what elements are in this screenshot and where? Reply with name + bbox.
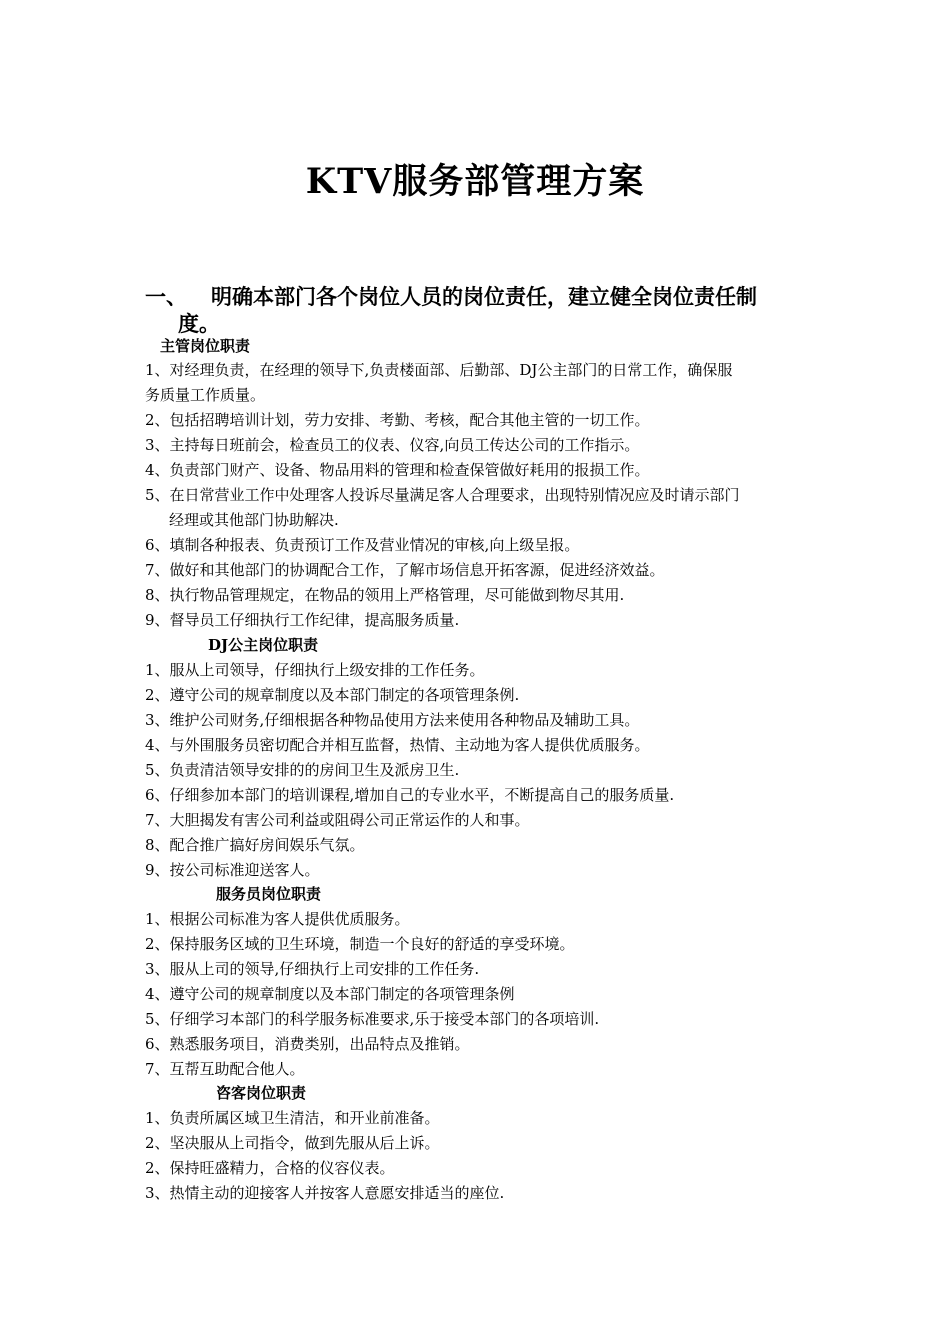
section-1-text-cont: 度。 [178, 311, 220, 336]
section-1-heading [145, 283, 833, 310]
list-item: 5、在日常营业工作中处理客人投诉尽量满足客人合理要求，出现特别情况应及时请示部门 [145, 486, 740, 504]
list-item: 3、服从上司的领导,仔细执行上司安排的工作任务. [145, 960, 480, 978]
list-item: 2、保持旺盛精力，合格的仪容仪表。 [145, 1159, 395, 1177]
list-item: 3、热情主动的迎接客人并按客人意愿安排适当的座位. [145, 1184, 505, 1202]
list-item: 1、服从上司领导，仔细执行上级安排的工作任务。 [145, 661, 485, 679]
list-item: 5、负责清洁领导安排的的房间卫生及派房卫生. [145, 761, 460, 779]
list-item: 2、保持服务区域的卫生环境，制造一个良好的舒适的享受环境。 [145, 935, 575, 953]
list-item: 1、根据公司标准为客人提供优质服务。 [145, 910, 410, 928]
list-item: 务质量工作质量。 [145, 386, 266, 404]
list-item: 6、仔细参加本部门的培训课程,增加自己的专业水平，不断提高自己的服务质量. [145, 786, 675, 804]
supervisor-heading: 主管岗位职责 [160, 337, 251, 355]
list-item-cont: 经理或其他部门协助解决. [169, 511, 339, 529]
list-item: 4、遵守公司的规章制度以及本部门制定的各项管理条例 [145, 985, 515, 1003]
list-item: 3、主持每日班前会，检查员工的仪表、仪容,向员工传达公司的工作指示。 [145, 436, 640, 454]
list-item: 1、负责所属区域卫生清洁，和开业前准备。 [145, 1109, 440, 1127]
waiter-heading: 服务员岗位职责 [216, 885, 322, 903]
list-item: 2、遵守公司的规章制度以及本部门制定的各项管理条例. [145, 686, 520, 704]
list-item: 5、仔细学习本部门的科学服务标准要求,乐于接受本部门的各项培训. [145, 1010, 600, 1028]
list-item: 7、互帮互助配合他人。 [145, 1060, 305, 1078]
list-item: 6、填制各种报表、负责预订工作及营业情况的审核,向上级呈报。 [145, 536, 580, 554]
host-heading: 咨客岗位职责 [216, 1084, 307, 1102]
list-item: 2、包括招聘培训计划，劳力安排、考勤、考核，配合其他主管的一切工作。 [145, 411, 650, 429]
section-1-text: 明确本部门各个岗位人员的岗位责任，建立健全岗位责任制 [211, 284, 757, 309]
list-item: 4、与外围服务员密切配合并相互监督，热情、主动地为客人提供优质服务。 [145, 736, 650, 754]
page-title: KTV服务部管理方案 [305, 161, 645, 202]
list-item: 9、督导员工仔细执行工作纪律，提高服务质量. [145, 611, 460, 629]
list-item: 7、大胆揭发有害公司利益或阻碍公司正常运作的人和事。 [145, 811, 530, 829]
list-item: 7、做好和其他部门的协调配合工作，了解市场信息开拓客源，促进经济效益。 [145, 561, 665, 579]
dj-heading: DJ公主岗位职责 [208, 636, 319, 654]
list-item: 9、按公司标准迎送客人。 [145, 861, 320, 879]
list-item: 4、负责部门财产、设备、物品用料的管理和检查保管做好耗用的报损工作。 [145, 461, 650, 479]
list-item: 6、熟悉服务项目，消费类别，出品特点及推销。 [145, 1035, 470, 1053]
list-item: 3、维护公司财务,仔细根据各种物品使用方法来使用各种物品及辅助工具。 [145, 711, 640, 729]
list-item: 2、坚决服从上司指令，做到先服从后上诉。 [145, 1134, 440, 1152]
list-item: 8、执行物品管理规定，在物品的领用上严格管理，尽可能做到物尽其用. [145, 586, 625, 604]
list-item: 8、配合推广搞好房间娱乐气氛。 [145, 836, 365, 854]
section-1-number: 一、 [145, 284, 187, 309]
list-item: 1、对经理负责，在经理的领导下,负责楼面部、后勤部、DJ公主部门的日常工作，确保服 [145, 361, 733, 379]
